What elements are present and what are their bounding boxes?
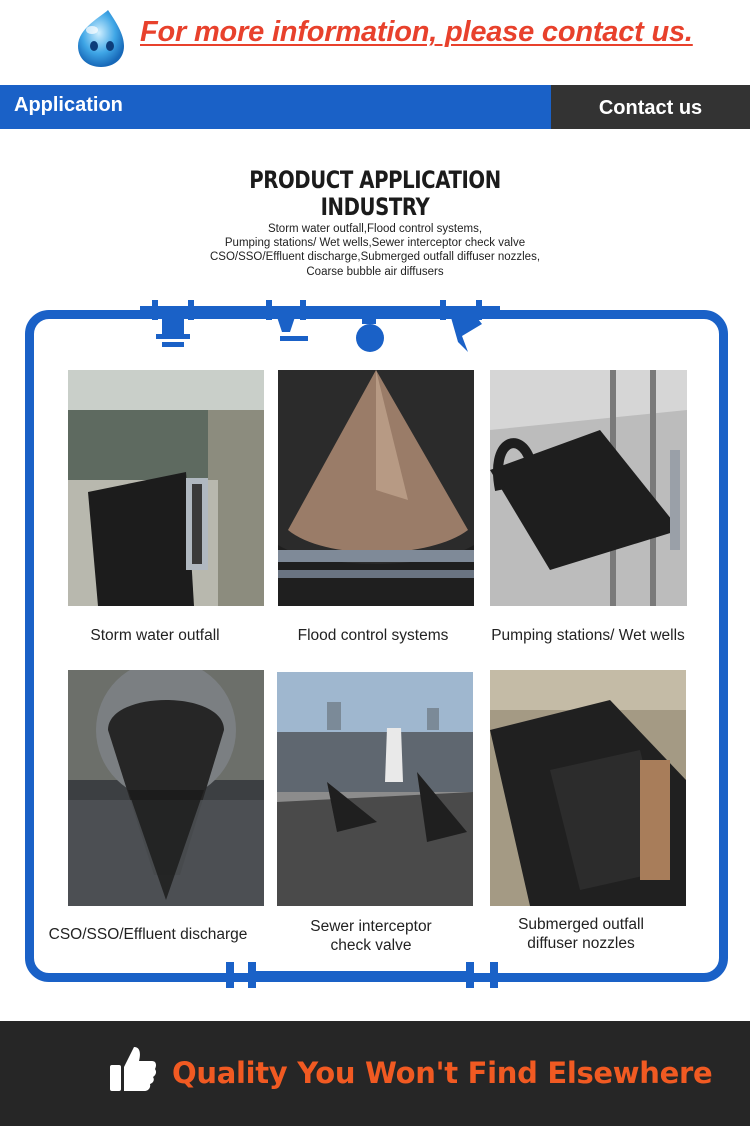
quality-text: Quality You Won't Find Elsewhere	[172, 1056, 713, 1090]
section-title-line2: INDUSTRY	[320, 193, 430, 221]
caption-4: CSO/SSO/Effluent discharge	[48, 926, 248, 943]
nav-application-tab[interactable]	[0, 85, 551, 129]
subtext-line-2: Pumping stations/ Wet wells,Sewer interceptor check valve	[224, 237, 526, 249]
storm-water-outfall-photo	[68, 370, 264, 606]
pumping-stations-photo	[490, 370, 687, 606]
nav-contact-label: Contact us	[598, 97, 703, 119]
subtext-line-1: Storm water outfall,Flood control systems,	[267, 223, 483, 235]
water-drop-icon	[72, 8, 130, 68]
caption-3: Pumping stations/ Wet wells	[491, 627, 685, 644]
caption-1: Storm water outfall	[90, 627, 220, 644]
contact-tagline[interactable]: For more information, please contact us.	[140, 16, 693, 48]
thumbs-up-icon	[110, 1045, 156, 1093]
caption-2: Flood control systems	[297, 627, 449, 644]
section-title-line1: PRODUCT APPLICATION	[249, 166, 501, 194]
caption-6-line2: diffuser nozzles	[527, 935, 635, 952]
caption-5-line1: Sewer interceptor	[310, 918, 432, 935]
caption-6-line1: Submerged outfall	[518, 916, 644, 933]
flood-control-photo	[278, 370, 474, 606]
cso-discharge-photo	[68, 670, 264, 906]
top-banner	[0, 0, 750, 84]
nav-contact-button[interactable]	[551, 85, 750, 129]
caption-5-line2: check valve	[330, 937, 412, 954]
pipe-bottom-decoration	[220, 962, 510, 992]
subtext-line-3: CSO/SSO/Effluent discharge,Submerged outfall diffuser nozzles,	[209, 251, 541, 263]
submerged-outfall-photo	[490, 670, 686, 906]
pipe-valves-icon	[140, 296, 500, 358]
nav-application-label: Application	[14, 94, 123, 116]
sewer-interceptor-photo	[277, 672, 473, 906]
nav-bar	[0, 85, 750, 129]
subtext-line-4: Coarse bubble air diffusers	[306, 266, 444, 278]
